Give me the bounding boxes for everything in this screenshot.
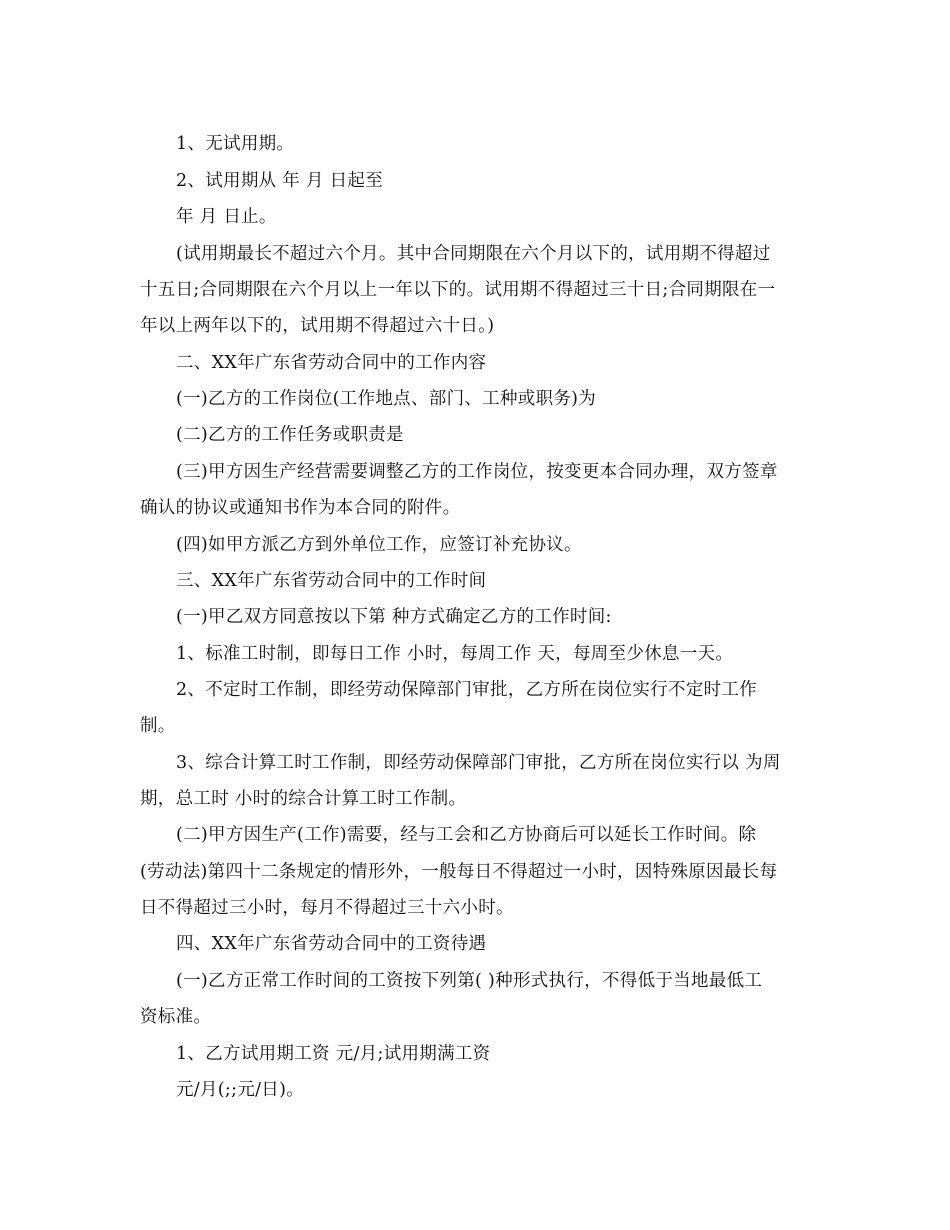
text-line: 1、标准工时制，即每日工作 小时，每周工作 天，每周至少休息一天。: [176, 644, 734, 664]
text-line: 制。: [140, 716, 176, 736]
section-heading: 三、XX年广东省劳动合同中的工作时间: [176, 571, 487, 591]
text-line: 十五日;合同期限在六个月以上一年以下的。试用期不得超过三十日;合同期限在一: [140, 280, 776, 300]
section-heading: 四、XX年广东省劳动合同中的工资待遇: [176, 934, 487, 954]
text-line: (试用期最长不超过六个月。其中合同期限在六个月以下的，试用期不得超过: [176, 244, 771, 264]
text-line: 3、综合计算工时工作制，即经劳动保障部门审批，乙方所在岗位实行以 为周: [176, 753, 781, 773]
text-line: (一)乙方正常工作时间的工资按下列第( )种形式执行，不得低于当地最低工: [176, 971, 763, 991]
text-line: 资标准。: [140, 1007, 212, 1027]
text-line: (一)乙方的工作岗位(工作地点、部门、工种或职务)为: [176, 389, 597, 409]
text-line: 年 月 日止。: [176, 207, 277, 227]
text-line: 元/月(;;元/日)。: [176, 1080, 305, 1100]
text-line: 1、无试用期。: [176, 134, 295, 154]
text-line: 2、试用期从 年 月 日起至: [176, 171, 384, 191]
section-heading: 二、XX年广东省劳动合同中的工作内容: [176, 353, 487, 373]
text-line: 年以上两年以下的，试用期不得超过六十日。): [140, 316, 495, 336]
text-line: 确认的协议或通知书作为本合同的附件。: [140, 498, 461, 518]
text-line: 2、不定时工作制，即经劳动保障部门审批，乙方所在岗位实行不定时工作: [176, 680, 758, 700]
text-line: 期，总工时 小时的综合计算工时工作制。: [140, 789, 467, 809]
text-line: (三)甲方因生产经营需要调整乙方的工作岗位，按变更本合同办理，双方签章: [176, 462, 778, 482]
text-line: (四)如甲方派乙方到外单位工作，应签订补充协议。: [176, 535, 582, 555]
text-line: (二)甲方因生产(工作)需要，经与工会和乙方协商后可以延长工作时间。除: [176, 825, 757, 845]
text-line: 1、乙方试用期工资 元/月;试用期满工资: [176, 1044, 491, 1064]
text-line: (二)乙方的工作任务或职责是: [176, 425, 404, 445]
text-line: 日不得超过三小时，每月不得超过三十六小时。: [140, 898, 514, 918]
text-line: (一)甲乙双方同意按以下第 种方式确定乙方的工作时间:: [176, 607, 612, 627]
text-line: (劳动法)第四十二条规定的情形外，一般每日不得超过一小时，因特殊原因最长每: [140, 862, 778, 882]
